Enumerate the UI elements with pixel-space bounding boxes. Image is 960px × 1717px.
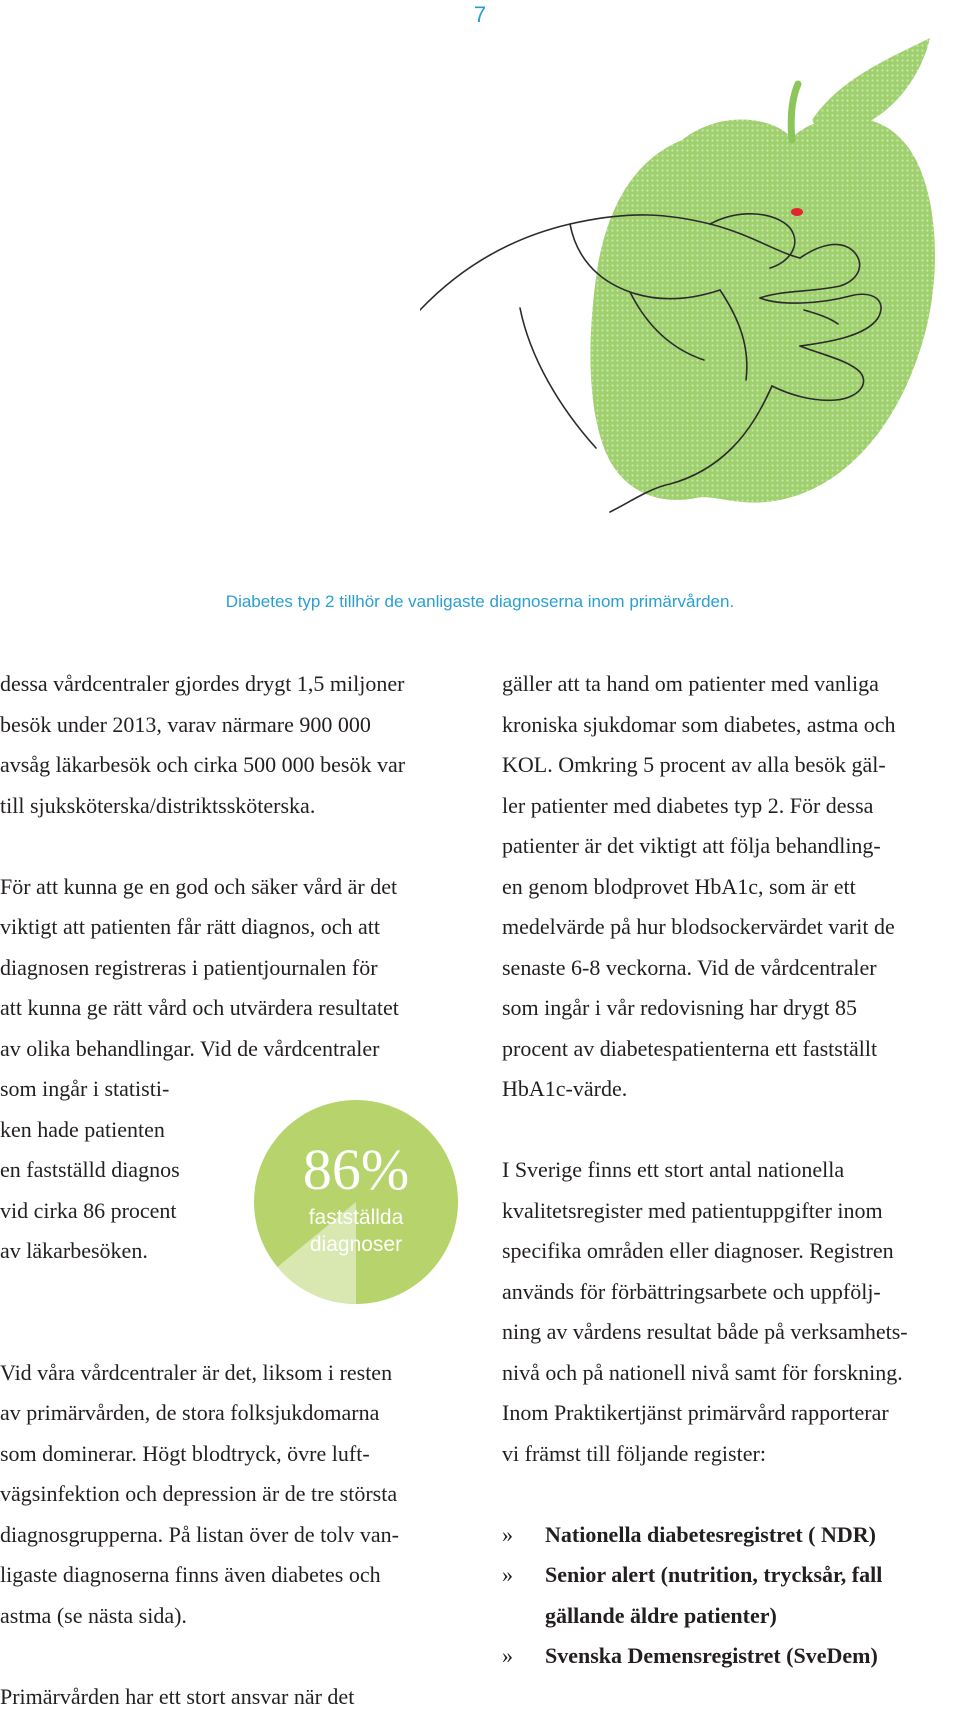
paragraph-quality-registers: I Sverige finns ett stort antal nationella kvalitetsregister med patientuppgifter inom specifika områden eller diagnoser. Registren används för förbättringsarbete och uppfölj- ning av vårdens resultat både på verksamhets- nivå och på nationell nivå samt för forskning. Inom Praktikertjänst primärvård rapporterar vi främst till följande register: <box>502 1150 960 1474</box>
register-list <box>502 1515 960 1677</box>
paragraph-diagnosis: För att kunna ge en god och säker vård är det viktigt att patienten får rätt diagnos, och att diagnosen registreras i patientjournalen för att kunna ge rätt vård och utvärdera resultatet av olika behandlingar. Vid de vårdcentraler som ingår i statisti- ken hade patienten en fastställd diagnos vid cirka 86 procent av läkarbesöken. <box>0 867 460 1272</box>
paragraph-visit-statistics: dessa vårdcentraler gjordes drygt 1,5 miljoner besök under 2013, varav närmare 900 000 avsåg läkarbesök och cirka 500 000 besök var till sjuksköterska/distriktssköterska. <box>0 664 460 826</box>
apple-icon <box>590 38 935 503</box>
stat-label: fastställda diagnoser <box>254 1204 458 1258</box>
paragraph-diabetes-care: gäller att ta hand om patienter med vanliga kroniska sjukdomar som diabetes, astma och KOL. Omkring 5 procent av alla besök gäl- ler patienter med diabetes typ 2. För dessa patienter är det viktigt att följa behandling- en genom blodprovet HbA1c, som är ett medelvärde på hur blodsockervärdet varit de senaste 6-8 veckorna. Vid de vårdcentraler som ingår i vår redovisning har drygt 85 procent av diabetespatienterna ett fastställt HbA1c-värde. <box>502 664 960 1110</box>
paragraph-common-diseases: Vid våra vårdcentraler är det, liksom i resten av primärvården, de stora folksjukdomarna som dominerar. Högt blodtryck, övre luft- vägsinfektion och depression är de tre största diagnosgrupperna. På listan över de tolv van- ligaste diagnoserna finns även diabetes och astma (se nästa sida). <box>0 1353 460 1637</box>
bullet-marker: » <box>502 1515 513 1556</box>
page-number: 7 <box>0 2 960 28</box>
list-item: » Senior alert (nutrition, trycksår, fall gällande äldre patienter) <box>502 1555 960 1636</box>
stat-circle <box>254 1100 458 1304</box>
bullet-marker: » <box>502 1555 513 1596</box>
right-column <box>502 664 960 1677</box>
paragraph-primary-care-responsibility: Primärvården har ett stort ansvar när det <box>0 1677 460 1717</box>
list-item: » Svenska Demensregistret (SveDem) <box>502 1636 960 1677</box>
blood-drop-icon <box>791 208 803 216</box>
apple-hand-illustration <box>420 28 940 548</box>
list-item: » Nationella diabetesregistret ( NDR) <box>502 1515 960 1556</box>
bullet-marker: » <box>502 1636 513 1677</box>
stat-value: 86% <box>254 1138 458 1202</box>
image-caption: Diabetes typ 2 tillhör de vanligaste diagnoserna inom primärvården. <box>0 592 960 612</box>
